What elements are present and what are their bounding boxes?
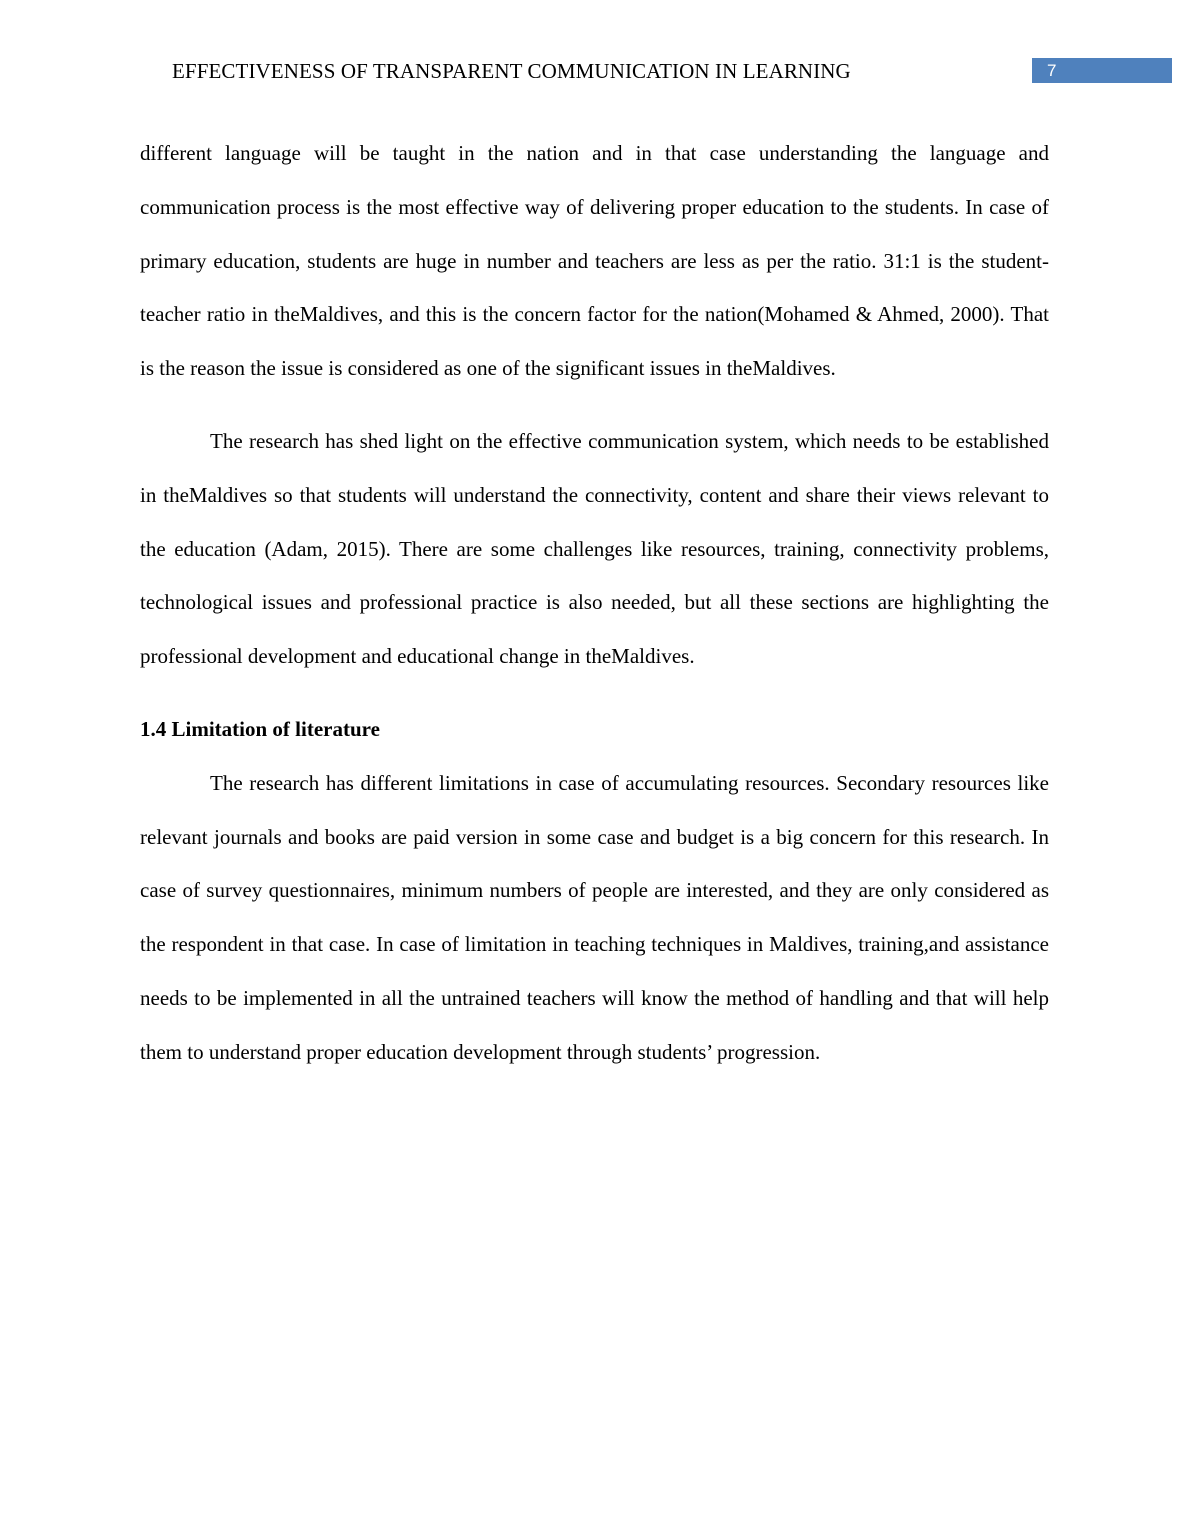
section-heading: 1.4 Limitation of literature (140, 716, 380, 741)
page-number-badge (1032, 58, 1172, 83)
running-header-title: EFFECTIVENESS OF TRANSPARENT COMMUNICATION IN LEARNING (172, 59, 851, 83)
paragraph-spacer (140, 684, 1049, 703)
document-body (140, 127, 1049, 1080)
paragraph-research-communication: The research has shed light on the effective communication system, which needs to be established in theMaldives so that students will understand the connectivity, content and share their views relevant to the education (Adam, 2015). There are some challenges like resources, training, connectivity problems, technological issues and professional practice is also needed, but all these sections are highlighting the professional development and educational change in theMaldives. (140, 428, 1049, 669)
paragraph-limitations: The research has different limitations in case of accumulating resources. Secondary resources like relevant journals and books are paid version in some case and budget is a big concern for this research. In case of survey questionnaires, minimum numbers of people are interested, and they are only considered as the respondent in that case. In case of limitation in teaching techniques in Maldives, training,and assistance needs to be implemented in all the untrained teachers will know the method of handling and that will help them to understand proper education development through students’ progression. (140, 770, 1049, 1064)
paragraph-spacer (140, 396, 1049, 415)
page-number: 7 (1047, 61, 1057, 80)
paragraph-continued: different language will be taught in the nation and in that case understanding the language and communication process is the most effective way of delivering proper education to the students. In case of primary education, students are huge in number and teachers are less as per the ratio. 31:1 is the student-teacher ratio in theMaldives, and this is the concern factor for the nation(Mohamed & Ahmed, 2000). That is the reason the issue is considered as one of the significant issues in theMaldives. (140, 141, 1049, 381)
